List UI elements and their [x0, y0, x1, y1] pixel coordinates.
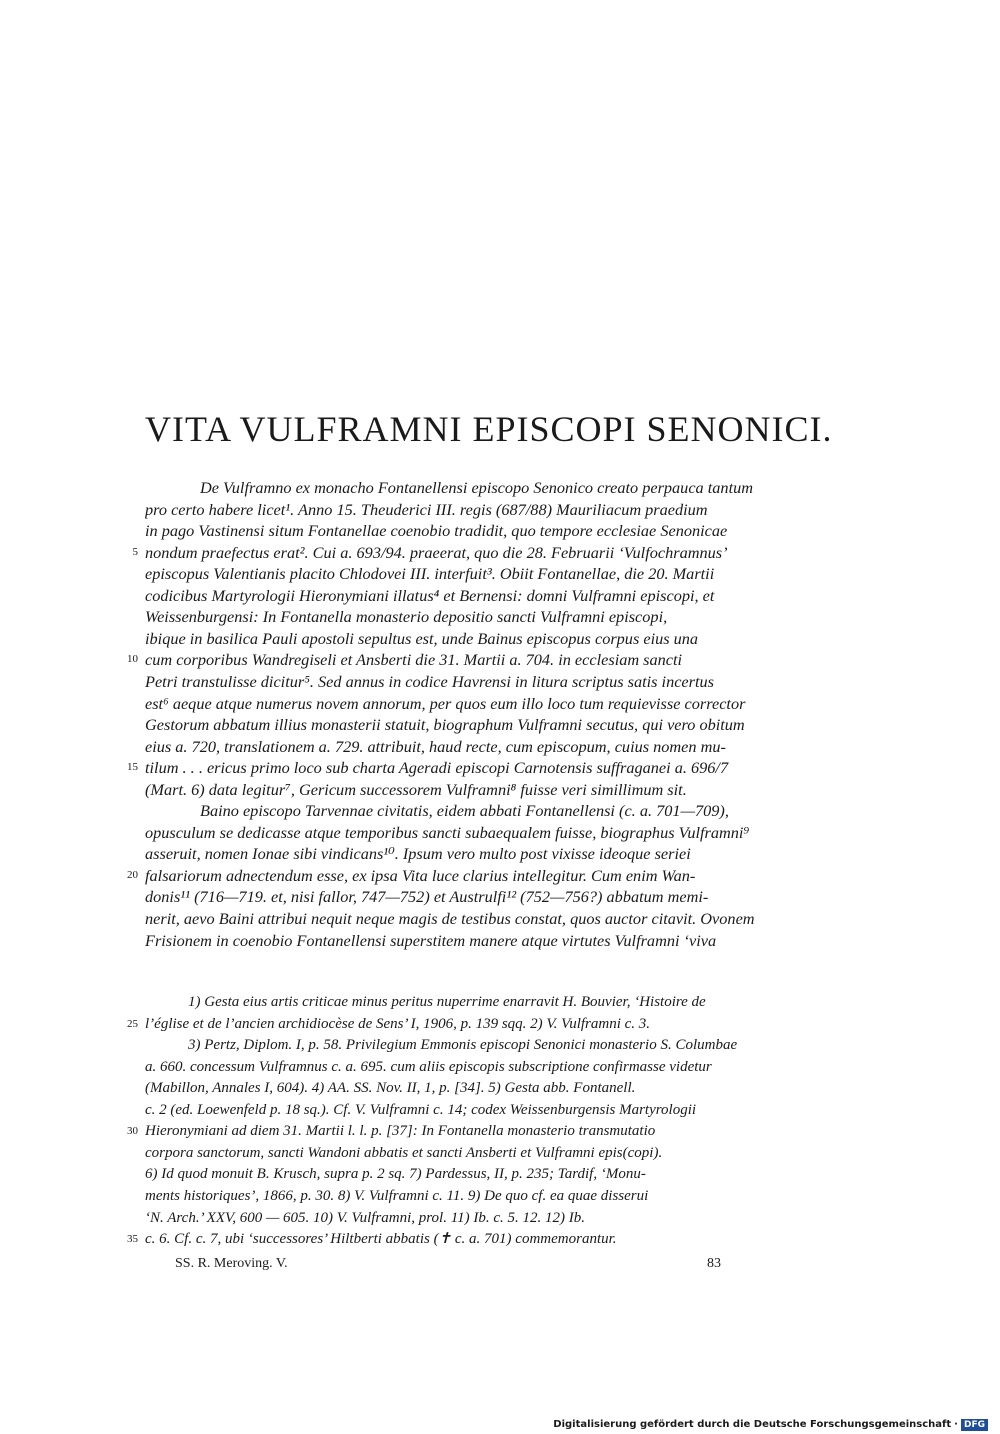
footnote-line: 1) Gesta eius artis criticae minus peritus nuperrime enarravit H. Bouvier, ‘Histoire de: [188, 994, 706, 1010]
footnote-line: ‘N. Arch.’ XXV, 600 — 605. 10) V. Vulframni, prol. 11) Ib. c. 5. 12. 12) Ib.: [145, 1209, 585, 1226]
body-line: (Mart. 6) data legitur⁷, Gericum successorem Vulframni⁸ fuisse veri simillimum sit.: [145, 779, 687, 799]
body-line: falsariorum adnectendum esse, ex ipsa Vita luce clarius intellegitur. Cum enim Wan-: [145, 865, 696, 885]
line-number: 30: [127, 1125, 138, 1138]
line-number: 5: [132, 545, 138, 558]
line-number: 25: [127, 1017, 138, 1030]
page-number: 83: [707, 1256, 721, 1271]
dfg-logo: DFG: [961, 1419, 988, 1431]
body-line: tilum . . . ericus primo loco sub charta Ageradi episcopi Carnotensis suffraganei a. 696/7: [145, 758, 729, 778]
body-line: ibique in basilica Pauli apostoli sepultus est, unde Bainus episcopus corpus eius una: [145, 628, 699, 648]
body-line: eius a. 720, translationem a. 729. attribuit, haud recte, cum episcopum, cuius nomen mu-: [145, 736, 726, 756]
page-title: VITA VULFRAMNI EPISCOPI SENONICI.: [145, 409, 833, 449]
body-line: cum corporibus Wandregiseli et Ansberti die 31. Martii a. 704. in ecclesiam sancti: [145, 650, 683, 670]
body-line: donis¹¹ (716—719. et, nisi fallor, 747—752) et Austrulfi¹² (752—756?) abbatum memi-: [145, 887, 709, 907]
line-number: 35: [127, 1233, 138, 1246]
body-line: nondum praefectus erat². Cui a. 693/94. praeerat, quo die 28. Februarii ‘Vulfochramnus’: [145, 542, 728, 562]
footnote-line: c. 6. Cf. c. 7, ubi ‘successores’ Hiltberti abbatis (✝ c. a. 701) commemorantur.: [145, 1231, 617, 1248]
footnote-line: c. 2 (ed. Loewenfeld p. 18 sq.). Cf. V. Vulframni c. 14; codex Weissenburgensis Martyrologii: [145, 1101, 697, 1118]
series-label: SS. R. Meroving. V.: [175, 1256, 288, 1271]
body-line: Frisionem in coenobio Fontanellensi superstitem manere atque virtutes Vulframni ‘viva: [145, 930, 717, 950]
line-number: 20: [127, 868, 138, 881]
footnote-line: 3) Pertz, Diplom. I, p. 58. Privilegium Emmonis episcopi Senonici monasterio S. Columbae: [188, 1037, 738, 1054]
body-line: nerit, aevo Baini attribui nequit neque magis de testibus constat, quos auctor citavit. Ovonem: [145, 909, 755, 928]
footnote-line: l’église et de l’ancien archidiocèse de Sens’ I, 1906, p. 139 sqq. 2) V. Vulframni c. 3.: [145, 1015, 651, 1032]
body-line: Weissenburgensi: In Fontanella monasterio depositio sancti Vulframni episcopi,: [145, 607, 668, 627]
footnote-line: ments historiques’, 1866, p. 30. 8) V. Vulframni c. 11. 9) De quo cf. ea quae disserui: [145, 1187, 649, 1204]
body-line: Baino episcopo Tarvennae civitatis, eidem abbati Fontanellensi (c. a. 701—709),: [200, 801, 729, 821]
line-number: 15: [127, 761, 138, 774]
body-line: est⁶ aeque atque numerus novem annorum, per quos eum illo loco tum requievisse corrector: [145, 693, 746, 713]
line-number: 10: [127, 653, 138, 666]
body-line: asseruit, nomen Ionae sibi vindicans¹⁰. Ipsum vero multo post vixisse ideoque seriei: [145, 844, 691, 864]
body-line: opusculum se dedicasse atque temporibus sancti subaequalem fuisse, biographus Vulframni⁹: [145, 822, 750, 842]
footnote-line: (Mabillon, Annales I, 604). 4) AA. SS. Nov. II, 1, p. [34]. 5) Gesta abb. Fontanell.: [145, 1080, 636, 1097]
footnote-line: a. 660. concessum Vulframnus c. a. 695. cum aliis episcopis subscriptione confirmasse videtur: [145, 1058, 712, 1075]
body-line: in pago Vastinensi situm Fontanellae coenobio tradidit, quo tempore ecclesiae Senonicae: [145, 521, 728, 541]
body-line: episcopus Valentianis placito Chlodovei III. interfuit³. Obiit Fontanellae, die 20. Martii: [145, 564, 715, 584]
footnote-line: 6) Id quod monuit B. Krusch, supra p. 2 sq. 7) Pardessus, II, p. 235; Tardif, ‘Monu-: [145, 1166, 646, 1183]
body-line: Gestorum abbatum illius monasterii statuit, biographum Vulframni secutus, qui vero obitum: [145, 715, 745, 735]
footnote-line: corpora sanctorum, sancti Wandoni abbatis et sancti Ansberti et Vulframni epis(copi).: [145, 1144, 663, 1161]
body-line: De Vulframno ex monacho Fontanellensi episcopo Senonico creato perpauca tantum: [200, 478, 753, 497]
footnote-line: Hieronymiani ad diem 31. Martii l. l. p. [37]: In Fontanella monasterio transmutatio: [145, 1123, 656, 1140]
digitization-text: Digitalisierung gefördert durch die Deutsche Forschungsgemeinschaft: [553, 1419, 952, 1430]
digitization-banner: Digitalisierung gefördert durch die Deutsche Forschungsgemeinschaft · DFG: [553, 1419, 988, 1431]
body-line: codicibus Martyrologii Hieronymiani illatus⁴ et Bernensi: domni Vulframni episcopi, et: [145, 585, 715, 605]
body-line: Petri transtulisse dicitur⁵. Sed annus in codice Havrensi in litura scriptus satis incertus: [145, 671, 714, 691]
body-line: pro certo habere licet¹. Anno 15. Theuderici III. regis (687/88) Mauriliacum praedium: [145, 499, 708, 519]
